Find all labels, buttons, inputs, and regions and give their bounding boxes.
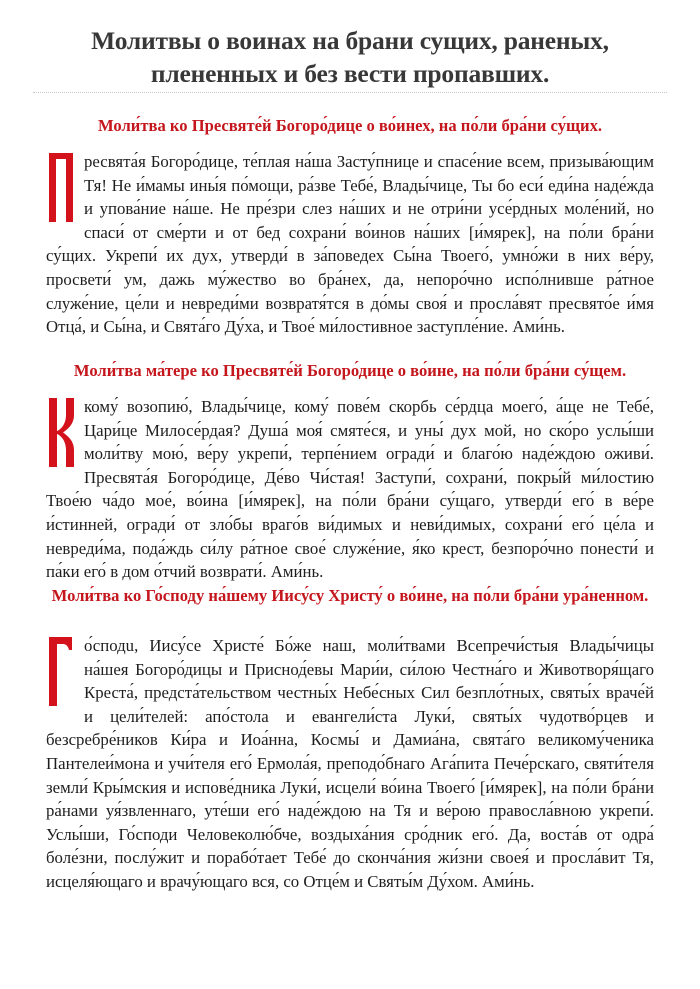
prayer-heading-3: Моли́тва ко Го́споду на́шему Иису́су Христу́ о во́ине, на по́ли бра́ни ура́ненном. xyxy=(51,586,649,605)
prayer-body-2 xyxy=(46,395,654,584)
page-title: Молитвы о воинах на брани сущих, раненых, плененных и без вести пропавших. xyxy=(91,26,609,88)
prayer-body-1 xyxy=(46,150,654,339)
prayer-heading-1: Моли́тва ко Пресвяте́й Богоро́дице о во́инех, на по́ли бра́ни су́щих. xyxy=(97,116,603,135)
prayer-heading-2: Моли́тва ма́тере ко Пресвяте́й Богоро́дице о во́ине, на по́ли бра́ни су́щем. xyxy=(73,361,627,380)
title-divider xyxy=(33,92,667,93)
prayer-text-2: кому́ возопию́, Влады́чице, кому́ пове́м скорбь се́рдца моего́, а́ще не Тебе́, Цари́це Милосе́рдая? Душа́ моя́ смяте́ся, и уны́ дух мой, но ско́ро услы́ши моли́тву мою́, ве́ру укрепи́, терпе́нием огради́ и благо́ю наде́ждою оживи́. Пресвята́я Богоро́дице, Де́во Чи́стая! Заступи́, сохрани́, покры́й ми́лостию Твое́ю ча́до мое́, во́ина [и́мярек], на по́ли бра́ни су́щаго, утверди́ его́ в ве́ре и́стинней, огради́ от зло́бы враго́в ви́димых и неви́димых, сохрани́ его́ це́ла и невреди́ма, пода́ждь си́лу ра́тное свое́ служе́ние, я́ко крест, безпоро́чно понести́ и па́ки его́ в дом о́тчий возврати́. Ами́нь. xyxy=(46,397,654,582)
dropcap-ka-icon xyxy=(46,398,76,467)
prayer-body-3 xyxy=(46,634,654,894)
dropcap-ge-icon xyxy=(46,637,76,706)
prayer-text-1: ресвята́я Богоро́дице, те́плая на́ша Засту́пнице и спасе́ние всем, призыва́ющим Тя! Не и́мамы ины́я по́мощи, ра́зве Тебе́, Влады́чице, Ты бо еси́ еди́на наде́жда и упова́ние на́ше. Не пре́зри слез на́ших и не отри́ни усе́рдных моле́ний, но спаси́ от сме́рти и от бед сохрани́ во́инов на́ших [и́мярек], на по́ли бра́ни су́щих. Укрепи́ их дух, утверди́ в за́поведех Сы́на Твоего́, умно́жи в них ве́ру, просвети́ ум, дажь му́жество во бра́нех, да, непоро́чно испо́лнивше ра́тное служе́ние, це́ли и невреди́ми возвратя́тся в до́мы своя́ и просла́вят пресвято́е и́мя Отца́, и Сы́на, и Свята́го Ду́ха, и Твое́ ми́лостивное заступле́ние. Ами́нь. xyxy=(46,152,654,337)
prayer-text-3: о́сподu, Иису́се Христе́ Бо́же наш, моли́твами Всепречи́стыя Влады́чицы на́шея Богоро́дицы и Приснод́евы Мари́и, си́лою Честна́го и Животворя́щаго Креста́, предста́тельством честны́х Небе́сных Сил безпло́тных, святы́х враче́й и цели́телей: апо́стола и евангели́ста Луки́, святы́х чудотво́рцев и безсребре́ников Ки́ра и Иоа́нна, Космы́ и Дамиа́на, свята́го великому́ченика Пантелеи́мона и учи́теля его́ Ермола́я, преподо́бнаго Ага́пита Пече́рскаго, святи́теля земли́ Кры́мския и испове́дника Луки́, исцели́ во́ина Твоего́ [и́мярек], на по́ли бра́ни ра́нами уя́звленнаго, уте́ши его́ наде́ждою на Тя и ве́рою правосла́вною укрепи́. Услы́ши, Го́споди Человеколю́бче, воздыха́ния сро́дник его́. Да, воста́в от одра́ боле́зни, послу́жит и порабо́тает Тебе́ до сконча́ния жи́зни своея́ и просла́вит Тя, исцеля́ющаго и врачу́ющаго вся, со Отце́м и Святы́м Ду́хом. Ами́нь. xyxy=(46,636,654,891)
dropcap-pe-icon xyxy=(46,153,76,222)
